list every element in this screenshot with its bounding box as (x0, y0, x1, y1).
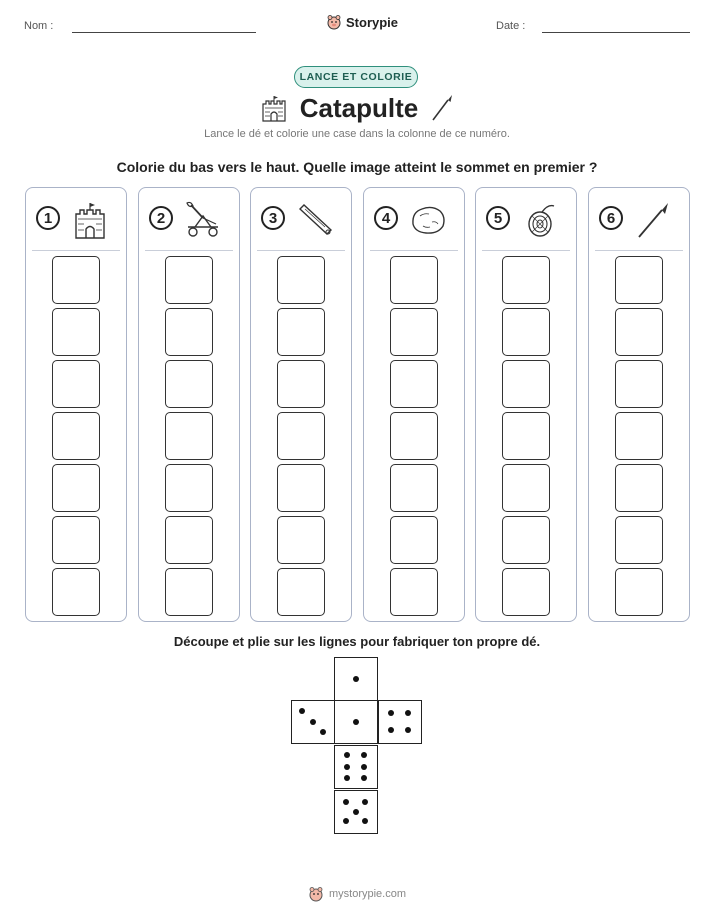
dice-pip (353, 809, 359, 815)
color-box[interactable] (52, 516, 100, 564)
dice-pip (405, 710, 411, 716)
cut-instruction: Découpe et plie sur les lignes pour fabriquer ton propre dé. (173, 634, 541, 649)
dice-column-3 (250, 187, 352, 622)
color-box[interactable] (165, 516, 213, 564)
color-box[interactable] (502, 256, 550, 304)
footer (0, 886, 714, 902)
color-box[interactable] (390, 360, 438, 408)
dice-column-2 (138, 187, 240, 622)
dice-pip (362, 799, 368, 805)
color-box[interactable] (390, 412, 438, 460)
color-box[interactable] (390, 568, 438, 616)
name-label: Nom : (24, 20, 54, 32)
brand-name: Storypie (346, 14, 399, 30)
color-box[interactable] (502, 360, 550, 408)
spear-icon (430, 94, 454, 122)
dice-pip (344, 775, 350, 781)
color-box[interactable] (52, 464, 100, 512)
dice-pip (343, 818, 349, 824)
color-box[interactable] (390, 308, 438, 356)
color-box[interactable] (52, 360, 100, 408)
color-box[interactable] (52, 256, 100, 304)
color-box[interactable] (502, 308, 550, 356)
color-box[interactable] (277, 360, 325, 408)
color-box[interactable] (615, 412, 663, 460)
color-box[interactable] (277, 568, 325, 616)
color-box[interactable] (390, 464, 438, 512)
column-divider (370, 250, 458, 251)
storypie-mascot-icon (308, 886, 324, 902)
dice-pip (344, 764, 350, 770)
page-title: Catapulte (299, 92, 419, 123)
subtitle: Lance le dé et colorie une case dans la colonne de ce numéro. (204, 128, 510, 140)
dice-column-5 (475, 187, 577, 622)
column-number: 2 (149, 206, 173, 230)
column-divider (145, 250, 233, 251)
date-label: Date : (496, 20, 526, 32)
dice-column-1 (25, 187, 127, 622)
dice-face-1 (334, 700, 378, 744)
color-box[interactable] (615, 360, 663, 408)
footer-url: mystorypie.com (328, 888, 407, 900)
dice-pip (310, 719, 316, 725)
dice-face-4 (378, 700, 422, 744)
color-box[interactable] (165, 412, 213, 460)
dice-column-4 (363, 187, 465, 622)
color-box[interactable] (390, 256, 438, 304)
date-line[interactable] (542, 32, 690, 33)
wooden-beam-icon (295, 200, 335, 240)
color-box[interactable] (277, 308, 325, 356)
color-box[interactable] (502, 516, 550, 564)
column-number: 4 (374, 206, 398, 230)
dice-pip (361, 752, 367, 758)
color-box[interactable] (615, 568, 663, 616)
dice-pip (353, 719, 359, 725)
color-box[interactable] (502, 568, 550, 616)
stone-icon (408, 200, 448, 240)
dice-pip (361, 775, 367, 781)
instruction-text: Colorie du bas vers le haut. Quelle image atteint le sommet en premier ? (116, 159, 598, 175)
dice-pip (388, 727, 394, 733)
color-box[interactable] (52, 308, 100, 356)
color-box[interactable] (615, 516, 663, 564)
color-box[interactable] (277, 516, 325, 564)
dice-pip (361, 764, 367, 770)
dice-pip (320, 729, 326, 735)
dice-face-1 (334, 657, 378, 701)
column-divider (257, 250, 345, 251)
column-divider (32, 250, 120, 251)
color-box[interactable] (502, 464, 550, 512)
column-divider (595, 250, 683, 251)
column-divider (482, 250, 570, 251)
spear-icon (633, 200, 673, 240)
color-box[interactable] (165, 308, 213, 356)
color-box[interactable] (277, 412, 325, 460)
color-box[interactable] (165, 464, 213, 512)
color-box[interactable] (277, 464, 325, 512)
column-number: 1 (36, 206, 60, 230)
column-number: 5 (486, 206, 510, 230)
name-line[interactable] (72, 32, 256, 33)
color-box[interactable] (390, 516, 438, 564)
brand-logo (326, 14, 398, 30)
color-box[interactable] (502, 412, 550, 460)
color-box[interactable] (52, 568, 100, 616)
dice-face-3 (291, 700, 335, 744)
catapult-icon (183, 200, 223, 240)
dice-column-6 (588, 187, 690, 622)
dice-pip (388, 710, 394, 716)
dice-pip (299, 708, 305, 714)
color-box[interactable] (165, 360, 213, 408)
dice-pip (353, 676, 359, 682)
color-box[interactable] (615, 256, 663, 304)
dice-pip (344, 752, 350, 758)
dice-pip (362, 818, 368, 824)
storypie-mascot-icon (326, 14, 342, 30)
dice-pip (405, 727, 411, 733)
activity-badge: LANCE ET COLORIE (294, 66, 418, 88)
castle-icon (260, 94, 288, 122)
color-box[interactable] (165, 568, 213, 616)
column-number: 6 (599, 206, 623, 230)
color-box[interactable] (52, 412, 100, 460)
color-box[interactable] (165, 256, 213, 304)
color-box[interactable] (615, 308, 663, 356)
dice-pip (343, 799, 349, 805)
dice-face-6 (334, 745, 378, 789)
dice-face-5 (334, 790, 378, 834)
column-number: 3 (261, 206, 285, 230)
castle-icon (70, 200, 110, 240)
color-box[interactable] (277, 256, 325, 304)
color-box[interactable] (615, 464, 663, 512)
title-row (0, 90, 714, 126)
rope-coil-icon (520, 200, 560, 240)
